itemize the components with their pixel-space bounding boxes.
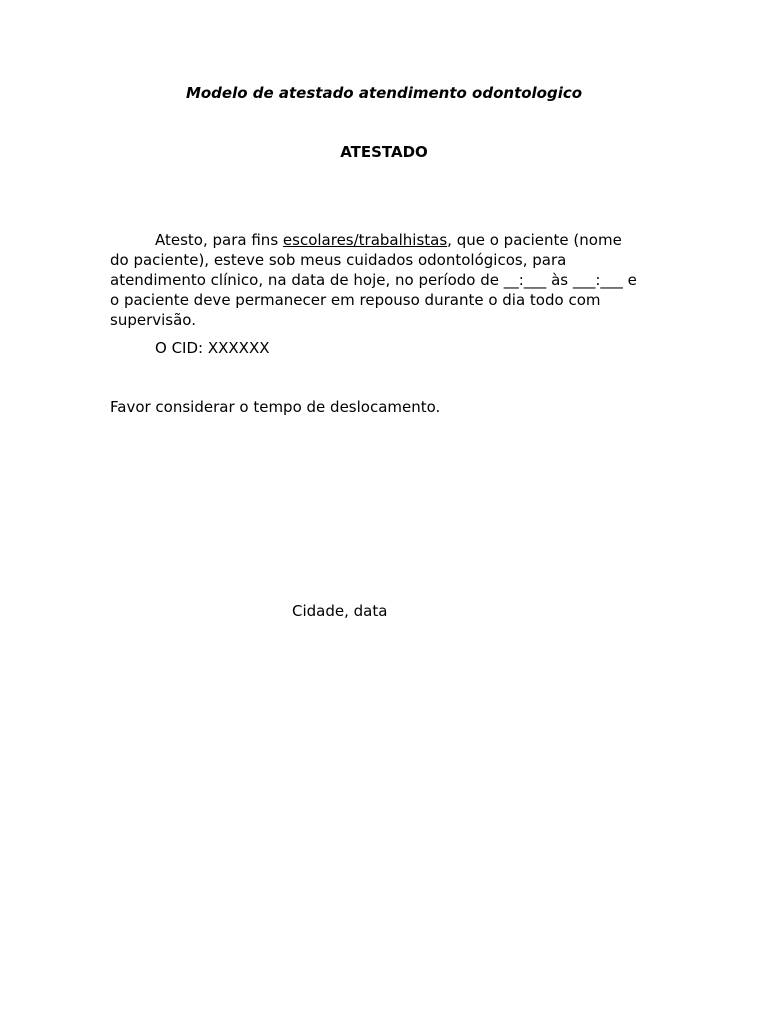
certificate-heading: ATESTADO [340, 143, 428, 161]
cid-line: O CID: XXXXXX [155, 339, 270, 357]
body-line-4: o paciente deve permanecer em repouso durante o dia todo com [110, 291, 601, 309]
body-line-2: do paciente), esteve sob meus cuidados odontológicos, para [110, 251, 567, 269]
body-line-1-prefix: Atesto, para fins [155, 231, 283, 249]
body-line-3: atendimento clínico, na data de hoje, no período de __:___ às ___:___ e [110, 271, 637, 289]
body-line-1 [155, 230, 622, 250]
body-line-1-suffix: , que o paciente (nome [447, 231, 622, 249]
purpose-underlined-text: escolares/trabalhistas [282, 231, 448, 249]
place-date-line: Cidade, data [292, 602, 388, 620]
document-title: Modelo de atestado atendimento odontologico [185, 84, 583, 102]
travel-note: Favor considerar o tempo de deslocamento. [110, 398, 441, 416]
body-line-5: supervisão. [110, 311, 196, 329]
